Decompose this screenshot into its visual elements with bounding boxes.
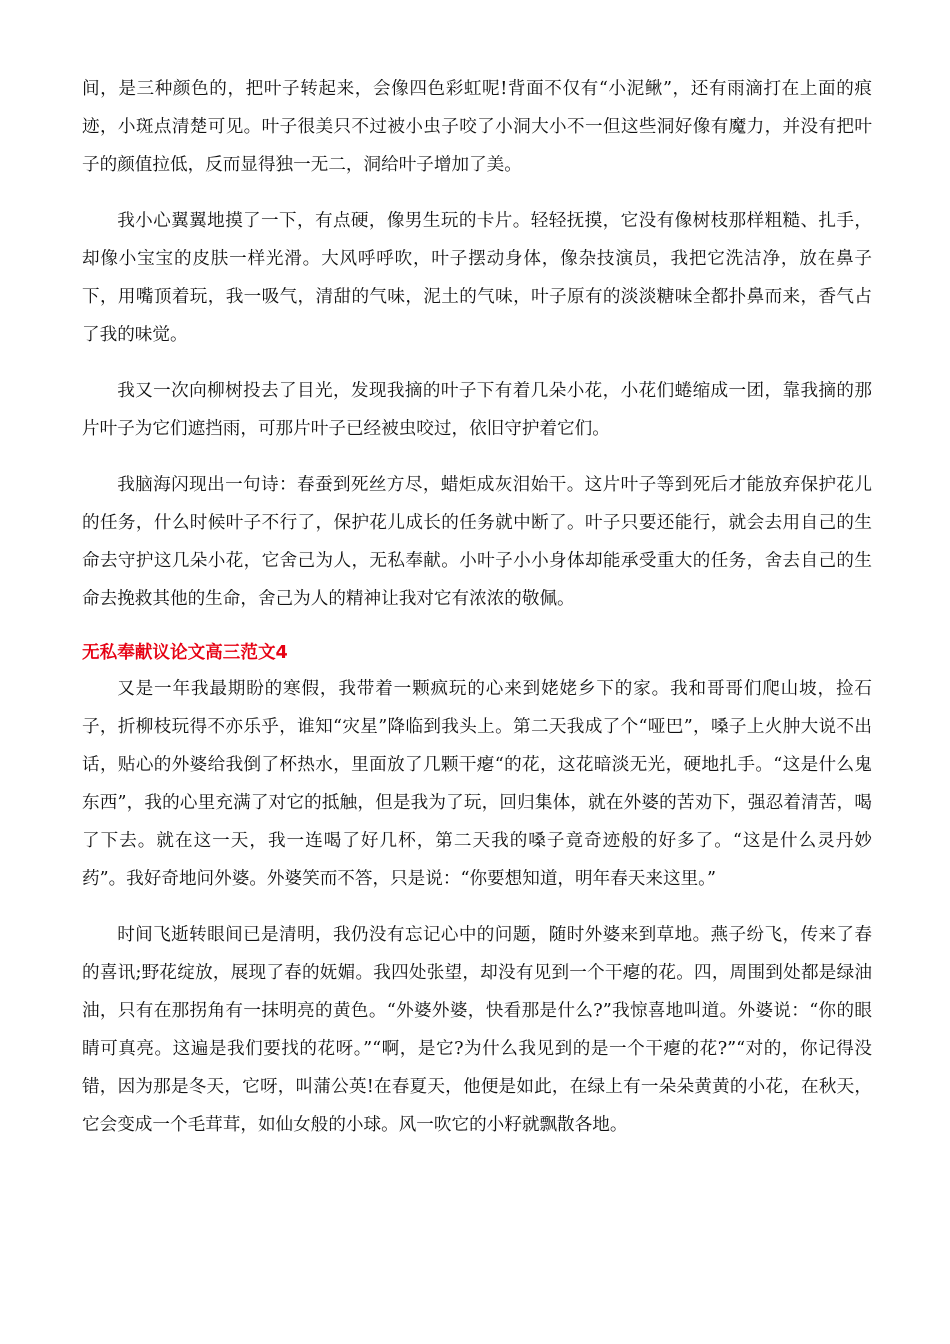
- paragraph-dandelion: 时间飞逝转眼间已是清明，我仍没有忘记心中的问题，随时外婆来到草地。燕子纷飞，传来了春的喜讯;野花绽放，展现了春的妩媚。我四处张望，却没有见到一个干瘪的花。四，周围到处都是绿油油，只有在那拐角有一抹明亮的黄色。“外婆外婆，快看那是什么?”我惊喜地叫道。外婆说：“你的眼睛可真亮。这遍是我们要找的花呀。”“啊，是它?为什么我见到的是一个干瘪的花?”“对的，你记得没错，因为那是冬天，它呀，叫蒲公英!在春夏天，他便是如此，在绿上有一朵朵黄黄的小花，在秋天，它会变成一个毛茸茸，如仙女般的小球。风一吹它的小籽就飘散各地。: [82, 925, 872, 1135]
- document-page: [82, 70, 872, 1162]
- paragraph-poem: 我脑海闪现出一句诗：春蚕到死丝方尽，蜡炬成灰泪始干。这片叶子等到死后才能放弃保护花儿的任务，什么时候叶子不行了，保护花儿成长的任务就中断了。叶子只要还能行，就会去用自己的生命去守护这几朵小花，它舍己为人，无私奉献。小叶子小小身体却能承受重大的任务，舍去自己的生命去挽救其他的生命，舍己为人的精神让我对它有浓浓的敬佩。: [82, 475, 872, 609]
- paragraph-touch-leaf: 我小心翼翼地摸了一下，有点硬，像男生玩的卡片。轻轻抚摸，它没有像树枝那样粗糙、扎手，却像小宝宝的皮肤一样光滑。大风呼呼吹，叶子摆动身体，像杂技演员，我把它洗洁净，放在鼻子下，用嘴顶着玩，我一吸气，清甜的气味，泥土的气味，叶子原有的淡淡糖味全都扑鼻而来，香气占了我的味觉。: [82, 211, 872, 345]
- paragraph-willow-flowers: 我又一次向柳树投去了目光，发现我摘的叶子下有着几朵小花，小花们蜷缩成一团，靠我摘的那片叶子为它们遮挡雨，可那片叶子已经被虫咬过，依旧守护着它们。: [82, 381, 872, 439]
- paragraph-winter-holiday: 又是一年我最期盼的寒假，我带着一颗疯玩的心来到姥姥乡下的家。我和哥哥们爬山坡，捡石子，折柳枝玩得不亦乐乎，谁知“灾星”降临到我头上。第二天我成了个“哑巴”，嗓子上火肿大说不出话，贴心的外婆给我倒了杯热水，里面放了几颗干瘪“的花，这花暗淡无光，硬地扎手。“这是什么鬼东西”，我的心里充满了对它的抵触，但是我为了玩，回归集体，就在外婆的苦劝下，强忍着清苦，喝了下去。就在这一天，我一连喝了好几杯，第二天我的嗓子竟奇迹般的好多了。“这是什么灵丹妙药”。我好奇地问外婆。外婆笑而不答，只是说：“你要想知道，明年春天来这里。”: [82, 679, 872, 889]
- paragraph-leaf-colors: 间，是三种颜色的，把叶子转起来，会像四色彩虹呢!背面不仅有“小泥鳅”，还有雨滴打在上面的痕迹，小斑点清楚可见。叶子很美只不过被小虫子咬了小洞大小不一但这些洞好像有魔力，并没有把叶子的颜值拉低，反而显得独一无二，洞给叶子增加了美。: [82, 79, 872, 175]
- section-heading: 无私奉献议论文高三范文4: [82, 643, 288, 663]
